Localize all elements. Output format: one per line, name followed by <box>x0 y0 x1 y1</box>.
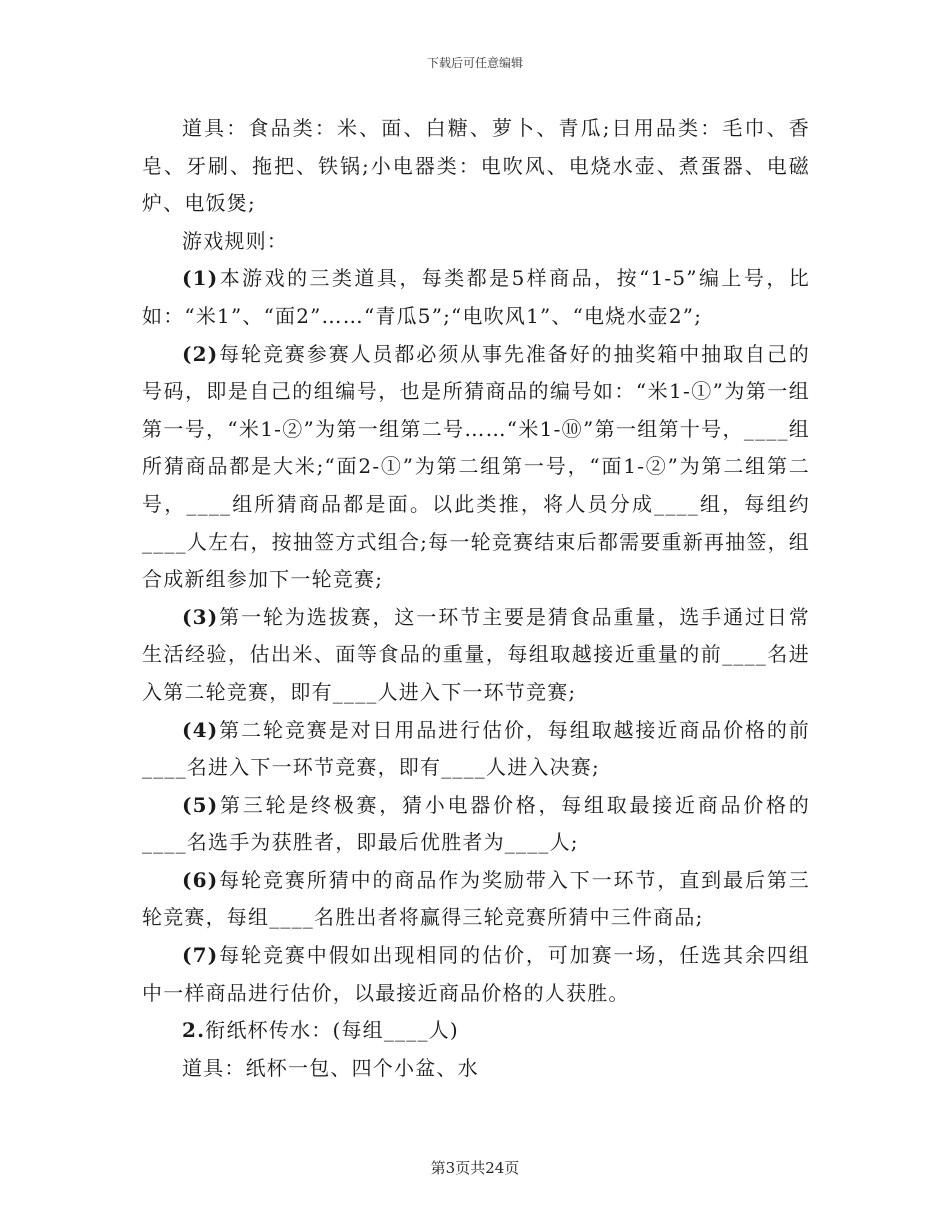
paragraph-rule-4: (4)第二轮竞赛是对日用品进行估价，每组取越接近商品价格的前____名进入下一环节竞赛，即有____人进入决赛; <box>142 717 810 780</box>
section-number: 2. <box>182 1018 206 1043</box>
paragraph-props: 道具：食品类：米、面、白糖、萝卜、青瓜;日用品类：毛巾、香皂、牙刷、拖把、铁锅;小电器类：电吹风、电烧水壶、煮蛋器、电磁炉、电饭煲; <box>142 116 810 216</box>
paragraph-rule-1: (1)本游戏的三类道具，每类都是5样商品，按“1-5”编上号，比如：“米1”、“面2”……“青瓜5”;“电吹风1”、“电烧水壶2”; <box>142 266 810 328</box>
page-footer: 第3页共24页 <box>430 1159 520 1177</box>
paragraph-rule-6: (6)每轮竞赛所猜中的商品作为奖励带入下一环节，直到最后第三轮竞赛，每组____名胜出者将赢得三轮竞赛所猜中三件商品; <box>142 867 810 930</box>
rule-number: (7) <box>182 943 219 968</box>
paragraph-game-2-props: 道具：纸杯一包、四个小盆、水 <box>182 1055 479 1080</box>
rule-number: (4) <box>182 717 219 742</box>
paragraph-rule-5: (5)第三轮是终极赛，猜小电器价格，每组取最接近商品价格的____名选手为获胜者，即最后优胜者为____人; <box>142 792 810 855</box>
paragraph-game-2-title: 2.衔纸杯传水：(每组____人) <box>182 1018 459 1043</box>
paragraph-rule-3: (3)第一轮为选拔赛，这一环节主要是猜食品重量，选手通过日常生活经验，估出米、面等食品的重量，每组取越接近重量的前____名进入第二轮竞赛，即有____人进入下一环节竞赛; <box>142 604 810 704</box>
rule-number: (3) <box>182 604 219 629</box>
paragraph-rule-7: (7)每轮竞赛中假如出现相同的估价，可加赛一场，任选其余四组中一样商品进行估价，以最接近商品价格的人获胜。 <box>142 943 810 1005</box>
paragraph-rule-2: (2)每轮竞赛参赛人员都必须从事先准备好的抽奖箱中抽取自己的号码，即是自己的组编号，也是所猜商品的编号如：“米1-①”为第一组第一号，“米1-②”为第一组第二号……“米1-⑩”第一组第十号，____组所猜商品都是大米;“面2-①”为第二组第一号，“面1-②”为第二组第二号，____组所猜商品都是面。以此类推，将人员分成____组，每组约____人左右，按抽签方式组合;每一轮竞赛结束后都需要重新再抽签，组合成新组参加下一轮竞赛; <box>142 341 810 592</box>
rule-number: (2) <box>182 341 219 366</box>
paragraph-rules-heading: 游戏规则： <box>182 228 288 253</box>
rule-number: (1) <box>182 266 219 291</box>
document-body <box>142 110 810 1087</box>
rule-number: (6) <box>182 867 219 892</box>
page-header: 下载后可任意编辑 <box>426 56 523 70</box>
rule-number: (5) <box>182 792 219 817</box>
